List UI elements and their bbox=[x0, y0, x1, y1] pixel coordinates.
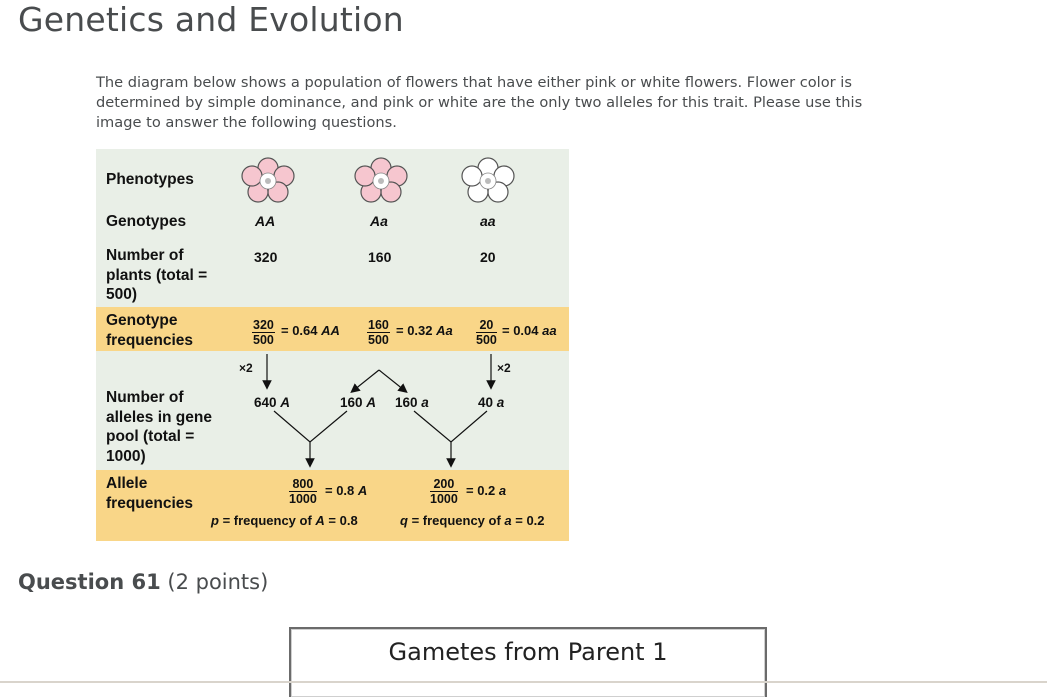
label-number-of-alleles: Number of alleles in gene pool (total = 1000) bbox=[106, 389, 212, 465]
genotype-freq-fraction-aa: $\frac{20}{500}$ bbox=[476, 318, 497, 347]
genotype-freq-result-Aa: = 0.32 Aa bbox=[396, 323, 453, 338]
genotype-freq-fraction-Aa: $\frac{160}{500}$ bbox=[368, 318, 389, 347]
allele-count-160A: 160 A bbox=[340, 395, 377, 410]
allele-freq-fraction-A: $\frac{800}{1000}$ bbox=[289, 477, 317, 506]
hardy-weinberg-figure bbox=[96, 149, 569, 541]
allele-count-40a: 40 a bbox=[478, 395, 505, 410]
genotype-freq-result-AA: = 0.64 AA bbox=[281, 323, 340, 338]
gametes-table-header: Gametes from Parent 1 bbox=[388, 638, 668, 666]
label-number-of-plants: Number of plants (total = 500) bbox=[106, 247, 208, 303]
p-frequency-line: p = frequency of A = 0.8 bbox=[211, 513, 358, 528]
plant-count-AA: 320 bbox=[254, 249, 278, 265]
multiplier-right: ×2 bbox=[497, 361, 511, 375]
plant-count-Aa: 160 bbox=[368, 249, 392, 265]
label-genotypes: Genotypes bbox=[106, 213, 187, 230]
label-phenotypes: Phenotypes bbox=[106, 171, 194, 188]
q-frequency-line: q = frequency of a = 0.2 bbox=[400, 513, 545, 528]
label-genotype-frequencies: Genotype frequencies bbox=[106, 312, 194, 349]
allele-count-640A: 640 A bbox=[254, 395, 291, 410]
genotype-AA: AA bbox=[255, 213, 276, 229]
multiplier-left: ×2 bbox=[239, 361, 253, 375]
allele-freq-result-A: = 0.8 A bbox=[325, 483, 368, 498]
genotype-freq-result-aa: = 0.04 aa bbox=[502, 323, 557, 338]
label-allele-frequencies: Allele frequencies bbox=[106, 475, 194, 512]
page-title: Genetics and Evolution bbox=[18, 0, 404, 39]
gametes-table bbox=[289, 627, 767, 697]
genotype-Aa: Aa bbox=[370, 213, 388, 229]
plant-count-aa: 20 bbox=[480, 249, 496, 265]
genotype-aa: aa bbox=[480, 213, 496, 229]
genotype-freq-fraction-AA: $\frac{320}{500}$ bbox=[253, 318, 274, 347]
allele-freq-result-a: = 0.2 a bbox=[466, 483, 507, 498]
allele-count-160a: 160 a bbox=[395, 395, 429, 410]
intro-paragraph: The diagram below shows a population of flowers that have either pink or white flowers. Flower color is determined by simple dominance, and pink or white are the only two alleles for this trait. Please use this image to answer the following questions. bbox=[96, 74, 863, 131]
allele-freq-fraction-a: $\frac{200}{1000}$ bbox=[430, 477, 458, 506]
question-heading: Question 61 (2 points) bbox=[18, 570, 269, 594]
